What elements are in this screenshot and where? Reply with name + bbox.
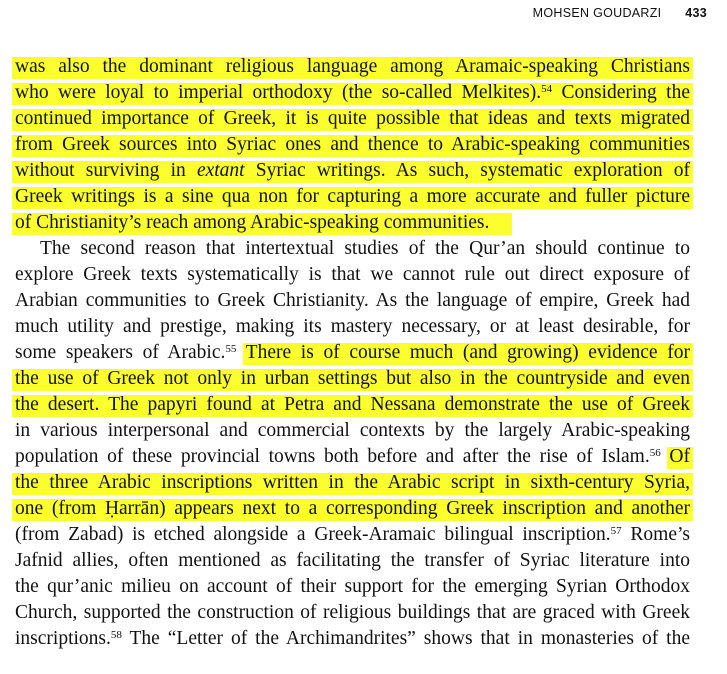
text-line-7	[15, 210, 690, 236]
text-line-9	[15, 262, 690, 288]
text-run: one (from Ḥarrān) appears next to a corresponding Greek inscription and another	[15, 498, 690, 519]
text-run: extant	[196, 160, 245, 181]
text-run: of Christianity’s reach among Arabic-speaking communities.	[15, 212, 490, 233]
text-line-13	[15, 366, 690, 392]
text-run: explore Greek texts systematically is that we cannot rule out direct exposure of	[15, 264, 690, 285]
footnote-ref-54: 54	[541, 83, 553, 95]
text-line-10	[15, 288, 690, 314]
footnote-ref-58: 58	[110, 629, 122, 641]
text-run: the desert. The papyri found at Petra and Nessana demonstrate the use of Greek	[15, 394, 690, 415]
text-run: was also the dominant religious language among Aramaic-speaking Christians	[15, 56, 690, 77]
text-line-23	[15, 626, 690, 652]
footnote-ref-57: 57	[610, 525, 622, 537]
text-run: continued importance of Greek, it is quite possible that ideas and texts migrated	[15, 108, 690, 129]
body-text	[15, 54, 690, 652]
text-run: The “Letter of the Archimandrites” shows that in monasteries of the	[121, 628, 690, 649]
text-run: Rome’s	[621, 524, 690, 545]
text-run: the three Arabic inscriptions written in the Arabic script in sixth-century Syria,	[15, 472, 690, 493]
text-line-5	[15, 158, 690, 184]
text-line-22	[15, 600, 690, 626]
text-run: Greek writings is a sine qua non for capturing a more accurate and fuller picture	[15, 186, 690, 207]
text-run: Considering the	[552, 82, 690, 103]
text-line-17	[15, 470, 690, 496]
text-run: Syriac writings. As such, systematic exploration of	[244, 160, 691, 181]
text-line-2	[15, 80, 690, 106]
text-run: Arabian communities to Greek Christianity. As the language of empire, Greek had	[15, 290, 690, 311]
text-line-14	[15, 392, 690, 418]
text-run: much utility and prestige, making its mastery necessary, or at least desirable, for	[15, 316, 690, 337]
text-line-12	[15, 340, 690, 366]
text-line-3	[15, 106, 690, 132]
text-run: The second reason that intertextual studies of the Qur’an should continue to	[40, 238, 690, 259]
text-run: some speakers of Arabic.	[15, 342, 226, 363]
text-run: (from Zabad) is etched alongside a Greek-Aramaic bilingual inscription.	[15, 524, 611, 545]
text-line-8	[15, 236, 690, 262]
text-run: the use of Greek not only in urban settings but also in the countryside and even	[15, 368, 690, 389]
text-line-20	[15, 548, 690, 574]
text-run: Jafnid allies, often mentioned as facilitating the transfer of Syriac literature into	[15, 550, 690, 571]
text-line-1	[15, 54, 690, 80]
text-run: Of	[660, 446, 690, 467]
text-line-11	[15, 314, 690, 340]
text-line-18	[15, 496, 690, 522]
text-line-4	[15, 132, 690, 158]
running-header	[533, 6, 707, 20]
text-run: without surviving in	[15, 160, 197, 181]
text-run: who were loyal to imperial orthodoxy (the so-called Melkites).	[15, 82, 542, 103]
text-run: from Greek sources into Syriac ones and thence to Arabic-speaking communities	[15, 134, 690, 155]
footnote-ref-56: 56	[649, 447, 661, 459]
text-run: Church, supported the construction of religious buildings that are graced with Greek	[15, 602, 690, 623]
page-number: 433	[685, 6, 707, 20]
text-run: the qur’anic milieu on account of their support for the emerging Syrian Orthodox	[15, 576, 690, 597]
text-line-19	[15, 522, 690, 548]
text-run: population of these provincial towns both before and after the rise of Islam.	[15, 446, 650, 467]
text-run: There is of course much (and growing) evidence for	[236, 342, 690, 363]
text-line-15	[15, 418, 690, 444]
footnote-ref-55: 55	[225, 343, 237, 355]
text-line-21	[15, 574, 690, 600]
text-run: in various interpersonal and commercial contexts by the largely Arabic-speaking	[15, 420, 690, 441]
text-line-6	[15, 184, 690, 210]
text-line-16	[15, 444, 690, 470]
text-run: inscriptions.	[15, 628, 111, 649]
running-header-author: MOHSEN GOUDARZI	[532, 6, 662, 20]
